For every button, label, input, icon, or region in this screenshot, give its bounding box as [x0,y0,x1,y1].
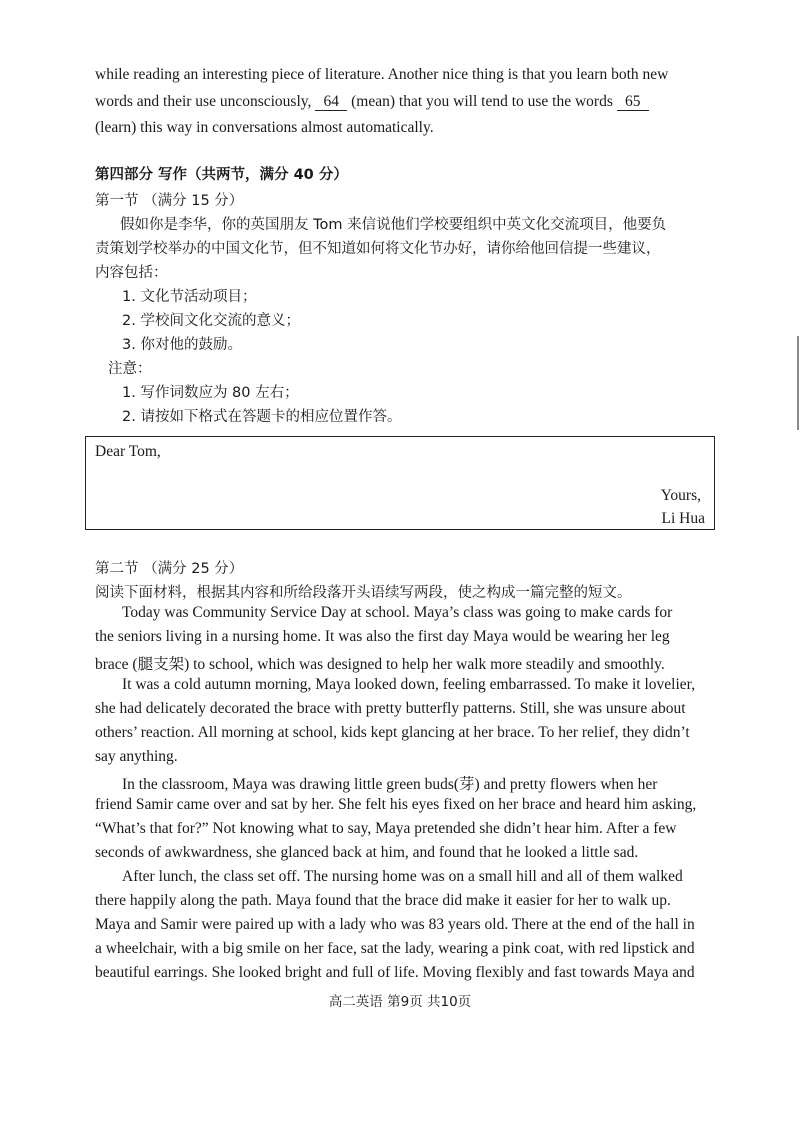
prompt-line-1: 假如你是李华，你的英国朋友 Tom 来信说他们学校要组织中英文化交流项目，他要负 [120,217,667,233]
letter-format-box [85,436,715,530]
reading-line-1: while reading an interesting piece of literature. Another nice thing is that you learn both new [95,66,669,83]
story-line: In the classroom, Maya was drawing little green buds(芽) and pretty flowers when her [122,776,658,793]
content-item-2: 2. 学校间文化交流的意义； [122,313,300,329]
story-line: there happily along the path. Maya found that the brace did make it easier for her to walk up. [95,892,671,909]
story-line: others’ reaction. All morning at school, kids kept glancing at her brace. To her relief, they didn’t [95,724,690,741]
notes-label: 注意： [108,361,152,377]
story-line: “What’s that for?” Not knowing what to say, Maya pretended she didn’t hear him. After a few [95,820,677,837]
letter-closing: Yours, [660,487,701,504]
story-line: After lunch, the class set off. The nursing home was on a small hill and all of them walked [122,868,683,885]
blank-65: 65 [617,93,649,111]
letter-signature: Li Hua [661,510,705,527]
section-two-title: 第二节 （满分 25 分） [95,561,244,577]
part-four-title: 第四部分 写作（共两节，满分 40 分） [95,167,348,183]
story-line: It was a cold autumn morning, Maya looked down, feeling embarrassed. To make it lovelier, [122,676,696,693]
reading-line-3: (learn) this way in conversations almost automatically. [95,119,434,136]
note-2: 2. 请按如下格式在答题卡的相应位置作答。 [122,409,402,425]
story-line: friend Samir came over and sat by her. She felt his eyes fixed on her brace and heard him asking, [95,796,697,813]
content-item-3: 3. 你对他的鼓励。 [122,337,242,353]
story-line: seconds of awkwardness, she glanced back at him, and found that he looked a little sad. [95,844,639,861]
blank-64: 64 [315,93,347,111]
scan-edge-mark [797,336,799,430]
reading-line-2-text-a: words and their use unconsciously, [95,93,316,110]
reading-line-2 [95,93,709,111]
story-line: brace (腿支架) to school, which was designed to help her walk more steadily and smoothly. [95,656,665,673]
story-line: beautiful earrings. She looked bright and full of life. Moving flexibly and fast towards Maya and [95,964,695,981]
story-line: the seniors living in a nursing home. It was also the first day Maya would be wearing her leg [95,628,670,645]
story-line: Maya and Samir were paired up with a lady who was 83 years old. There at the end of the hall in [95,916,695,933]
page-footer: 高二英语 第9页 共10页 [328,994,472,1010]
story-line: Today was Community Service Day at school. Maya’s class was going to make cards for [122,604,673,621]
letter-greeting: Dear Tom, [95,443,161,460]
story-line: say anything. [95,748,178,765]
content-item-1: 1. 文化节活动项目； [122,289,257,305]
story-line: she had delicately decorated the brace with pretty butterfly patterns. Still, she was unsure about [95,700,686,717]
prompt-line-2: 责策划学校举办的中国文化节，但不知道如何将文化节办好，请你给他回信提一些建议， [95,241,661,257]
note-1: 1. 写作词数应为 80 左右； [122,385,299,401]
prompt-line-3: 内容包括： [95,265,168,281]
story-line: a wheelchair, with a big smile on her face, sat the lady, wearing a pink coat, with red lipstick and [95,940,695,957]
section-one-title: 第一节 （满分 15 分） [95,193,244,209]
reading-line-2-text-b: (mean) that you will tend to use the words [347,93,617,110]
section-two-instruction: 阅读下面材料，根据其内容和所给段落开头语续写两段，使之构成一篇完整的短文。 [95,585,632,601]
